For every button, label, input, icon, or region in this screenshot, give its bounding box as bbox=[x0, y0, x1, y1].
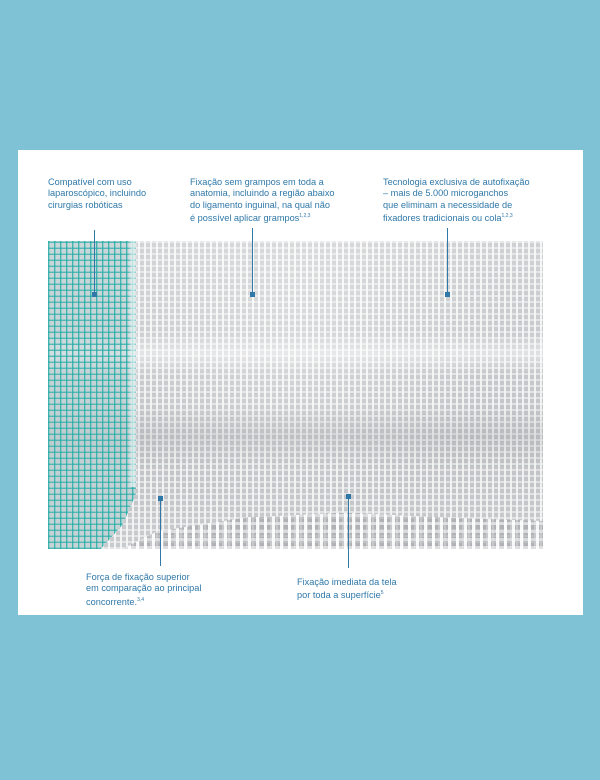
callout-force bbox=[86, 572, 201, 608]
callout-line: do ligamento inguinal, na qual não bbox=[190, 199, 330, 210]
callout-fixation-anatomy bbox=[190, 177, 335, 225]
mesh-photo bbox=[48, 241, 543, 549]
callout-line: fixadores tradicionais ou cola$^{1,2,3}$ bbox=[383, 213, 513, 224]
callout-immediate bbox=[297, 577, 397, 602]
reference-superscript: 3,4 bbox=[137, 596, 145, 603]
callout-line: Tecnologia exclusiva de autofixação bbox=[383, 177, 530, 187]
leader-dot-fixation-anatomy bbox=[250, 292, 255, 297]
leader-dot-technology bbox=[445, 292, 450, 297]
leader-line-immediate bbox=[348, 496, 349, 568]
callout-line: – mais de 5.000 microganchos bbox=[383, 188, 509, 199]
leader-line-robotic bbox=[94, 230, 95, 294]
leader-line-force bbox=[160, 498, 161, 566]
callout-line: é possível aplicar grampos$^{1,2,3}$ bbox=[190, 213, 311, 224]
teal-mesh-edge bbox=[128, 241, 138, 487]
callout-line: concorrente.$^{3,4}$ bbox=[86, 596, 145, 607]
teal-mesh-strip bbox=[48, 241, 136, 549]
callout-line: cirurgias robóticas bbox=[48, 199, 123, 210]
leader-dot-immediate bbox=[346, 494, 351, 499]
callout-line: Compatível com uso bbox=[48, 177, 132, 187]
leader-line-fixation-anatomy bbox=[252, 228, 253, 294]
callout-line: por toda a superfície$^5$ bbox=[297, 590, 384, 601]
leader-dot-force bbox=[158, 496, 163, 501]
callout-line: Força de fixação superior bbox=[86, 572, 190, 582]
leader-dot-robotic bbox=[92, 292, 97, 297]
reference-superscript: 1,2,3 bbox=[501, 213, 513, 220]
callout-line: Fixação sem grampos em toda a bbox=[190, 177, 324, 187]
callout-line: Fixação imediata da tela bbox=[297, 577, 397, 587]
callout-technology bbox=[383, 177, 530, 225]
reference-superscript: 5 bbox=[380, 590, 384, 597]
callout-line: em comparação ao principal bbox=[86, 583, 202, 594]
callout-line: laparoscópico, incluindo bbox=[48, 188, 147, 199]
callout-line: que eliminam a necessidade de bbox=[383, 199, 513, 210]
reference-superscript: 1,2,3 bbox=[299, 213, 311, 220]
callout-robotic bbox=[48, 177, 146, 211]
leader-line-technology bbox=[447, 228, 448, 294]
callout-line: anatomia, incluindo a região abaixo bbox=[190, 188, 335, 199]
